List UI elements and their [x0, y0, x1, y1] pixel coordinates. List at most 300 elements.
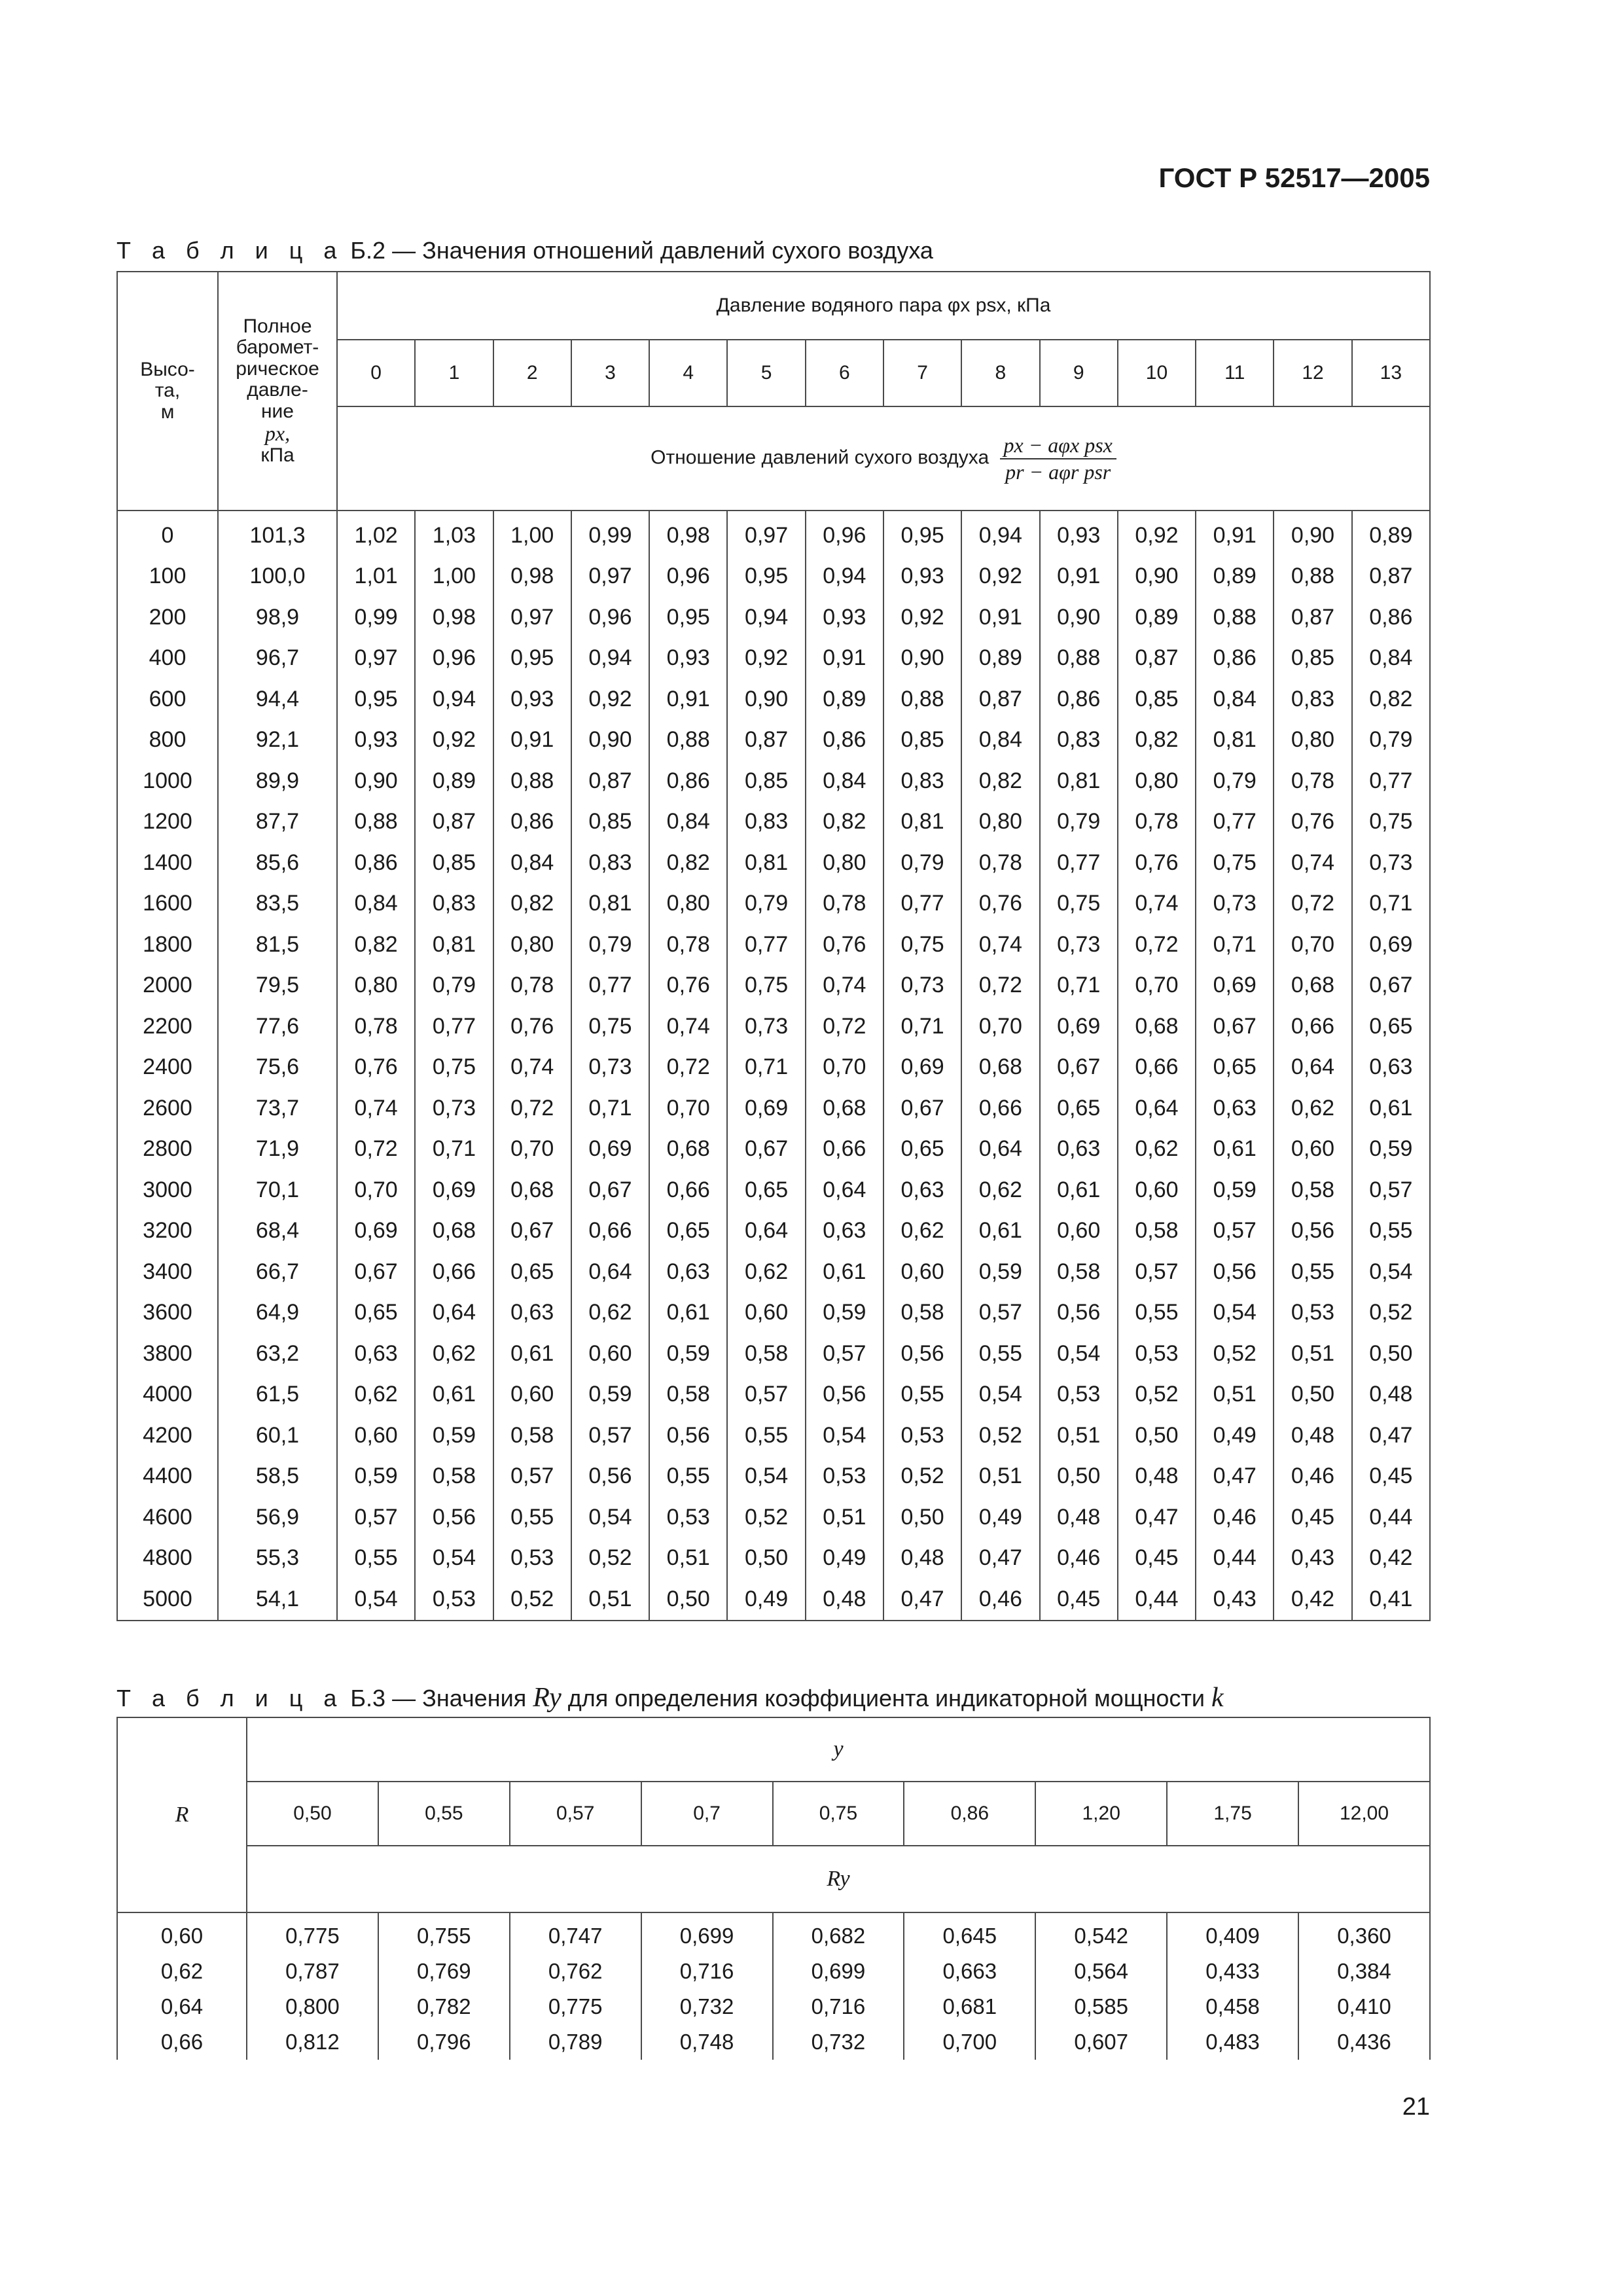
ratio-cell: 0,82 — [337, 924, 415, 965]
ratio-cell: 0,59 — [649, 1333, 727, 1374]
vapor-column-header: 6 — [806, 340, 883, 406]
ratio-cell: 0,69 — [571, 1129, 649, 1170]
table-b3 — [116, 1717, 1431, 2060]
ratio-cell: 0,64 — [806, 1170, 883, 1211]
r-cell: 0,66 — [117, 2024, 247, 2060]
ratio-cell: 0,81 — [571, 884, 649, 925]
ratio-cell: 0,42 — [1352, 1538, 1430, 1579]
header-barometric-pressure — [218, 272, 337, 511]
vapor-column-header: 13 — [1352, 340, 1430, 406]
ratio-cell: 0,92 — [883, 597, 961, 638]
ratio-cell: 0,71 — [571, 1088, 649, 1129]
header-y-columns — [117, 1782, 1430, 1846]
ratio-cell: 0,49 — [961, 1497, 1039, 1538]
ratio-cell: 0,68 — [806, 1088, 883, 1129]
ratio-cell: 0,81 — [1040, 761, 1118, 802]
ratio-cell: 0,53 — [649, 1497, 727, 1538]
table-row — [117, 2024, 1430, 2060]
table-b3-body — [117, 1912, 1430, 2060]
ratio-cell: 0,56 — [883, 1333, 961, 1374]
ratio-cell: 0,50 — [727, 1538, 805, 1579]
ratio-cell: 0,82 — [493, 884, 571, 925]
ratio-cell: 0,64 — [1118, 1088, 1196, 1129]
pressure-cell: 87,7 — [218, 802, 337, 843]
height-cell: 4000 — [117, 1374, 218, 1416]
ratio-cell: 0,52 — [493, 1579, 571, 1621]
ratio-cell: 0,48 — [1274, 1415, 1351, 1456]
ratio-cell: 0,54 — [961, 1374, 1039, 1416]
ry-cell: 0,436 — [1298, 2024, 1430, 2060]
ry-cell: 0,716 — [641, 1954, 773, 1989]
ratio-cell: 0,73 — [1352, 842, 1430, 884]
r-cell: 0,64 — [117, 1989, 247, 2024]
ratio-cell: 0,85 — [1118, 679, 1196, 720]
ratio-cell: 0,62 — [571, 1293, 649, 1334]
ratio-cell: 0,77 — [727, 924, 805, 965]
ratio-cell: 0,61 — [1040, 1170, 1118, 1211]
ratio-cell: 0,98 — [649, 511, 727, 556]
ratio-cell: 0,80 — [1274, 720, 1351, 761]
ratio-cell: 0,76 — [806, 924, 883, 965]
ry-cell: 0,542 — [1035, 1912, 1167, 1954]
ratio-cell: 0,71 — [727, 1047, 805, 1088]
pressure-cell: 96,7 — [218, 638, 337, 679]
ratio-cell: 0,65 — [883, 1129, 961, 1170]
ratio-cell: 0,64 — [727, 1211, 805, 1252]
pressure-cell: 58,5 — [218, 1456, 337, 1498]
ratio-cell: 0,87 — [961, 679, 1039, 720]
header-pressure-symbol: pх, — [264, 422, 291, 445]
ratio-cell: 0,67 — [1040, 1047, 1118, 1088]
ratio-cell: 0,59 — [1196, 1170, 1274, 1211]
ratio-cell: 0,82 — [649, 842, 727, 884]
vapor-column-header: 10 — [1118, 340, 1196, 406]
height-cell: 1000 — [117, 761, 218, 802]
ry-cell: 0,564 — [1035, 1954, 1167, 1989]
ratio-cell: 0,61 — [806, 1251, 883, 1293]
pressure-cell: 73,7 — [218, 1088, 337, 1129]
table-b3-caption-symbol: Ry — [533, 1683, 562, 1713]
table-row — [117, 720, 1430, 761]
ratio-cell: 0,70 — [493, 1129, 571, 1170]
ratio-cell: 0,48 — [806, 1579, 883, 1621]
ratio-cell: 0,63 — [649, 1251, 727, 1293]
height-cell: 0 — [117, 511, 218, 556]
pressure-cell: 79,5 — [218, 965, 337, 1007]
ratio-cell: 0,71 — [1352, 884, 1430, 925]
ratio-cell: 0,87 — [571, 761, 649, 802]
ratio-cell: 0,45 — [1040, 1579, 1118, 1621]
table-row — [117, 1456, 1430, 1498]
r-cell: 0,62 — [117, 1954, 247, 1989]
table-row — [117, 965, 1430, 1007]
ratio-cell: 0,63 — [806, 1211, 883, 1252]
ratio-cell: 0,74 — [961, 924, 1039, 965]
ratio-cell: 0,86 — [337, 842, 415, 884]
pressure-cell: 60,1 — [218, 1415, 337, 1456]
ratio-cell: 0,76 — [493, 1006, 571, 1047]
ratio-cell: 0,72 — [1274, 884, 1351, 925]
table-row — [117, 802, 1430, 843]
ratio-cell: 0,47 — [1352, 1415, 1430, 1456]
vapor-column-header: 1 — [415, 340, 493, 406]
table-row — [117, 1293, 1430, 1334]
ratio-cell: 0,88 — [1040, 638, 1118, 679]
ratio-cell: 0,65 — [1352, 1006, 1430, 1047]
vapor-column-header: 2 — [493, 340, 571, 406]
ratio-cell: 0,66 — [649, 1170, 727, 1211]
ratio-cell: 0,78 — [649, 924, 727, 965]
ratio-cell: 0,49 — [727, 1579, 805, 1621]
ratio-cell: 0,57 — [806, 1333, 883, 1374]
ratio-cell: 0,93 — [337, 720, 415, 761]
height-cell: 1200 — [117, 802, 218, 843]
page-number: 21 — [1402, 2093, 1430, 2121]
ratio-cell: 0,56 — [806, 1374, 883, 1416]
ratio-cell: 0,49 — [806, 1538, 883, 1579]
ratio-cell: 0,93 — [649, 638, 727, 679]
height-cell: 4600 — [117, 1497, 218, 1538]
ratio-cell: 0,58 — [415, 1456, 493, 1498]
ratio-cell: 0,86 — [1352, 597, 1430, 638]
table-row — [117, 1538, 1430, 1579]
table-b3-caption-prefix: Т а б л и ц а — [116, 1685, 344, 1712]
ratio-cell: 0,57 — [1352, 1170, 1430, 1211]
ratio-cell: 0,89 — [1118, 597, 1196, 638]
ratio-cell: 0,53 — [415, 1579, 493, 1621]
ratio-denominator: pr − aφr psr — [1005, 459, 1111, 484]
table-row — [117, 1579, 1430, 1621]
ratio-cell: 1,01 — [337, 556, 415, 598]
ratio-cell: 0,69 — [1352, 924, 1430, 965]
ratio-cell: 0,71 — [1196, 924, 1274, 965]
height-cell: 200 — [117, 597, 218, 638]
table-row — [117, 638, 1430, 679]
ratio-cell: 0,77 — [883, 884, 961, 925]
ratio-cell: 0,75 — [571, 1006, 649, 1047]
ratio-cell: 0,55 — [1118, 1293, 1196, 1334]
ratio-cell: 0,59 — [415, 1415, 493, 1456]
ratio-cell: 0,97 — [337, 638, 415, 679]
pressure-cell: 92,1 — [218, 720, 337, 761]
ratio-cell: 0,88 — [1274, 556, 1351, 598]
ratio-cell: 0,76 — [337, 1047, 415, 1088]
ratio-cell: 0,44 — [1352, 1497, 1430, 1538]
ratio-cell: 0,59 — [961, 1251, 1039, 1293]
ratio-cell: 0,76 — [961, 884, 1039, 925]
pressure-cell: 68,4 — [218, 1211, 337, 1252]
table-row — [117, 1088, 1430, 1129]
ratio-cell: 0,84 — [1352, 638, 1430, 679]
ratio-cell: 0,50 — [1040, 1456, 1118, 1498]
ratio-cell: 0,83 — [415, 884, 493, 925]
ratio-cell: 0,80 — [961, 802, 1039, 843]
ratio-cell: 0,74 — [493, 1047, 571, 1088]
header-height: Высо- та, м — [117, 272, 218, 511]
table-row — [117, 597, 1430, 638]
ratio-cell: 0,58 — [883, 1293, 961, 1334]
table-row — [117, 842, 1430, 884]
ratio-cell: 0,53 — [493, 1538, 571, 1579]
ratio-cell: 0,69 — [1196, 965, 1274, 1007]
table-row — [117, 1415, 1430, 1456]
ratio-cell: 0,84 — [649, 802, 727, 843]
ratio-cell: 0,63 — [1196, 1088, 1274, 1129]
ratio-cell: 0,76 — [649, 965, 727, 1007]
ratio-cell: 0,90 — [883, 638, 961, 679]
ratio-cell: 0,51 — [1196, 1374, 1274, 1416]
ratio-cell: 0,72 — [649, 1047, 727, 1088]
ratio-cell: 0,68 — [649, 1129, 727, 1170]
ratio-cell: 0,91 — [806, 638, 883, 679]
ratio-cell: 0,58 — [727, 1333, 805, 1374]
ratio-cell: 0,55 — [1274, 1251, 1351, 1293]
ratio-cell: 0,66 — [571, 1211, 649, 1252]
ratio-cell: 0,52 — [1352, 1293, 1430, 1334]
ry-cell: 0,775 — [247, 1912, 378, 1954]
ratio-cell: 0,55 — [649, 1456, 727, 1498]
height-cell: 1800 — [117, 924, 218, 965]
height-cell: 3200 — [117, 1211, 218, 1252]
ratio-cell: 0,73 — [1196, 884, 1274, 925]
ratio-cell: 0,74 — [1274, 842, 1351, 884]
y-column-header: 0,75 — [773, 1782, 904, 1846]
ratio-cell: 0,92 — [961, 556, 1039, 598]
ratio-cell: 0,64 — [1274, 1047, 1351, 1088]
ratio-cell: 0,92 — [1118, 511, 1196, 556]
ratio-cell: 0,83 — [883, 761, 961, 802]
ratio-cell: 0,90 — [571, 720, 649, 761]
ratio-cell: 0,69 — [727, 1088, 805, 1129]
ratio-cell: 0,64 — [961, 1129, 1039, 1170]
ratio-numerator: pх − aφх psx — [1000, 434, 1116, 459]
table-b3-caption-text-1: Б.3 — Значения — [350, 1685, 527, 1712]
ratio-cell: 0,93 — [806, 597, 883, 638]
ratio-cell: 0,99 — [571, 511, 649, 556]
ratio-cell: 0,76 — [1274, 802, 1351, 843]
height-cell: 3600 — [117, 1293, 218, 1334]
ratio-cell: 0,58 — [1118, 1211, 1196, 1252]
ratio-cell: 0,67 — [493, 1211, 571, 1252]
ratio-cell: 0,74 — [1118, 884, 1196, 925]
ratio-cell: 1,00 — [415, 556, 493, 598]
ratio-cell: 0,53 — [1274, 1293, 1351, 1334]
ratio-cell: 0,85 — [1274, 638, 1351, 679]
ratio-cell: 0,63 — [337, 1333, 415, 1374]
ratio-cell: 0,46 — [1196, 1497, 1274, 1538]
ratio-cell: 0,90 — [1118, 556, 1196, 598]
ratio-cell: 0,77 — [1196, 802, 1274, 843]
ratio-cell: 0,91 — [649, 679, 727, 720]
ratio-cell: 0,57 — [727, 1374, 805, 1416]
vapor-column-header: 5 — [727, 340, 805, 406]
height-cell: 100 — [117, 556, 218, 598]
ratio-cell: 0,88 — [493, 761, 571, 802]
ry-cell: 0,732 — [641, 1989, 773, 2024]
ratio-cell: 0,92 — [727, 638, 805, 679]
table-row — [117, 1912, 1430, 1954]
ry-cell: 0,812 — [247, 2024, 378, 2060]
ratio-cell: 0,51 — [1274, 1333, 1351, 1374]
ratio-cell: 1,00 — [493, 511, 571, 556]
ratio-cell: 0,43 — [1196, 1579, 1274, 1621]
ratio-cell: 0,82 — [806, 802, 883, 843]
ratio-cell: 0,90 — [1040, 597, 1118, 638]
ratio-cell: 0,83 — [1274, 679, 1351, 720]
ratio-cell: 0,55 — [493, 1497, 571, 1538]
ry-cell: 0,585 — [1035, 1989, 1167, 2024]
ratio-cell: 0,72 — [1118, 924, 1196, 965]
ratio-cell: 0,48 — [1352, 1374, 1430, 1416]
ratio-cell: 0,81 — [883, 802, 961, 843]
ratio-cell: 0,51 — [806, 1497, 883, 1538]
ratio-cell: 0,66 — [961, 1088, 1039, 1129]
height-cell: 1400 — [117, 842, 218, 884]
ratio-cell: 0,80 — [1118, 761, 1196, 802]
ratio-cell: 0,70 — [337, 1170, 415, 1211]
ratio-cell: 0,60 — [337, 1415, 415, 1456]
ratio-cell: 0,70 — [806, 1047, 883, 1088]
ratio-cell: 0,89 — [1352, 511, 1430, 556]
y-column-header: 0,50 — [247, 1782, 378, 1846]
ratio-cell: 0,77 — [415, 1006, 493, 1047]
y-column-header: 1,75 — [1167, 1782, 1298, 1846]
height-cell: 4800 — [117, 1538, 218, 1579]
ratio-cell: 0,86 — [649, 761, 727, 802]
ratio-cell: 0,92 — [571, 679, 649, 720]
ry-cell: 0,410 — [1298, 1989, 1430, 2024]
ratio-cell: 0,71 — [415, 1129, 493, 1170]
ratio-cell: 0,66 — [806, 1129, 883, 1170]
ratio-cell: 0,63 — [1040, 1129, 1118, 1170]
ry-cell: 0,747 — [510, 1912, 641, 1954]
ratio-cell: 0,58 — [1274, 1170, 1351, 1211]
ratio-cell: 0,65 — [649, 1211, 727, 1252]
ratio-cell: 0,88 — [1196, 597, 1274, 638]
ratio-cell: 0,56 — [649, 1415, 727, 1456]
ratio-cell: 0,88 — [883, 679, 961, 720]
ratio-cell: 0,55 — [727, 1415, 805, 1456]
height-cell: 3400 — [117, 1251, 218, 1293]
ratio-cell: 0,62 — [961, 1170, 1039, 1211]
ratio-cell: 0,63 — [1352, 1047, 1430, 1088]
pressure-cell: 77,6 — [218, 1006, 337, 1047]
ratio-cell: 0,77 — [1040, 842, 1118, 884]
ratio-cell: 0,51 — [649, 1538, 727, 1579]
pressure-cell: 61,5 — [218, 1374, 337, 1416]
ratio-cell: 0,79 — [571, 924, 649, 965]
ry-cell: 0,699 — [641, 1912, 773, 1954]
ratio-cell: 0,67 — [571, 1170, 649, 1211]
ratio-cell: 0,74 — [806, 965, 883, 1007]
ry-cell: 0,645 — [904, 1912, 1035, 1954]
ratio-cell: 0,62 — [415, 1333, 493, 1374]
ratio-cell: 0,73 — [415, 1088, 493, 1129]
ratio-cell: 0,87 — [415, 802, 493, 843]
ratio-cell: 0,91 — [493, 720, 571, 761]
y-column-header: 0,7 — [641, 1782, 773, 1846]
ratio-cell: 0,46 — [1040, 1538, 1118, 1579]
ratio-cell: 0,50 — [649, 1579, 727, 1621]
ratio-cell: 0,95 — [337, 679, 415, 720]
vapor-column-header: 4 — [649, 340, 727, 406]
ry-cell: 0,769 — [378, 1954, 510, 1989]
ratio-cell: 0,54 — [1040, 1333, 1118, 1374]
ratio-cell: 0,83 — [727, 802, 805, 843]
table-row — [117, 1006, 1430, 1047]
ratio-cell: 0,79 — [415, 965, 493, 1007]
ratio-cell: 0,86 — [1040, 679, 1118, 720]
ratio-cell: 0,54 — [337, 1579, 415, 1621]
ratio-cell: 0,69 — [337, 1211, 415, 1252]
ratio-cell: 0,52 — [961, 1415, 1039, 1456]
ratio-cell: 0,62 — [883, 1211, 961, 1252]
table-row — [117, 1211, 1430, 1252]
table-b3-caption-text-2: для определения коэффициента индикаторной мощности — [567, 1685, 1205, 1712]
pressure-cell: 55,3 — [218, 1538, 337, 1579]
ratio-cell: 0,50 — [1274, 1374, 1351, 1416]
ratio-cell: 0,84 — [337, 884, 415, 925]
ratio-cell: 0,82 — [1352, 679, 1430, 720]
ratio-cell: 0,75 — [1040, 884, 1118, 925]
ratio-cell: 0,47 — [883, 1579, 961, 1621]
table-row — [117, 1497, 1430, 1538]
ratio-cell: 0,62 — [1274, 1088, 1351, 1129]
height-cell: 2800 — [117, 1129, 218, 1170]
ratio-cell: 0,56 — [571, 1456, 649, 1498]
ratio-fraction — [1000, 434, 1116, 483]
ratio-cell: 0,84 — [1196, 679, 1274, 720]
ratio-cell: 0,82 — [961, 761, 1039, 802]
ratio-cell: 0,54 — [415, 1538, 493, 1579]
table-row — [117, 1170, 1430, 1211]
ratio-cell: 0,53 — [1040, 1374, 1118, 1416]
ratio-cell: 1,02 — [337, 511, 415, 556]
ratio-cell: 0,50 — [1352, 1333, 1430, 1374]
pressure-cell: 100,0 — [218, 556, 337, 598]
ratio-cell: 0,87 — [727, 720, 805, 761]
table-row — [117, 1954, 1430, 1989]
ry-cell: 0,483 — [1167, 2024, 1298, 2060]
ratio-cell: 0,47 — [1196, 1456, 1274, 1498]
ratio-cell: 0,93 — [493, 679, 571, 720]
height-cell: 3800 — [117, 1333, 218, 1374]
ratio-cell: 0,51 — [1040, 1415, 1118, 1456]
table-b2-body — [117, 511, 1430, 1621]
ratio-cell: 0,71 — [883, 1006, 961, 1047]
ratio-cell: 0,53 — [883, 1415, 961, 1456]
ratio-cell: 0,57 — [1118, 1251, 1196, 1293]
ratio-cell: 0,61 — [415, 1374, 493, 1416]
table-row — [117, 1989, 1430, 2024]
ratio-cell: 0,84 — [806, 761, 883, 802]
ratio-cell: 0,81 — [415, 924, 493, 965]
ratio-cell: 0,45 — [1118, 1538, 1196, 1579]
ratio-cell: 0,95 — [649, 597, 727, 638]
ry-cell: 0,796 — [378, 2024, 510, 2060]
ratio-cell: 0,70 — [961, 1006, 1039, 1047]
ratio-cell: 0,67 — [1196, 1006, 1274, 1047]
height-cell: 800 — [117, 720, 218, 761]
header-ratio — [337, 406, 1430, 511]
pressure-cell: 83,5 — [218, 884, 337, 925]
vapor-column-header: 7 — [883, 340, 961, 406]
ratio-cell: 0,97 — [493, 597, 571, 638]
ratio-cell: 0,81 — [727, 842, 805, 884]
ratio-cell: 0,75 — [415, 1047, 493, 1088]
ratio-cell: 0,45 — [1274, 1497, 1351, 1538]
y-column-header: 12,00 — [1298, 1782, 1430, 1846]
